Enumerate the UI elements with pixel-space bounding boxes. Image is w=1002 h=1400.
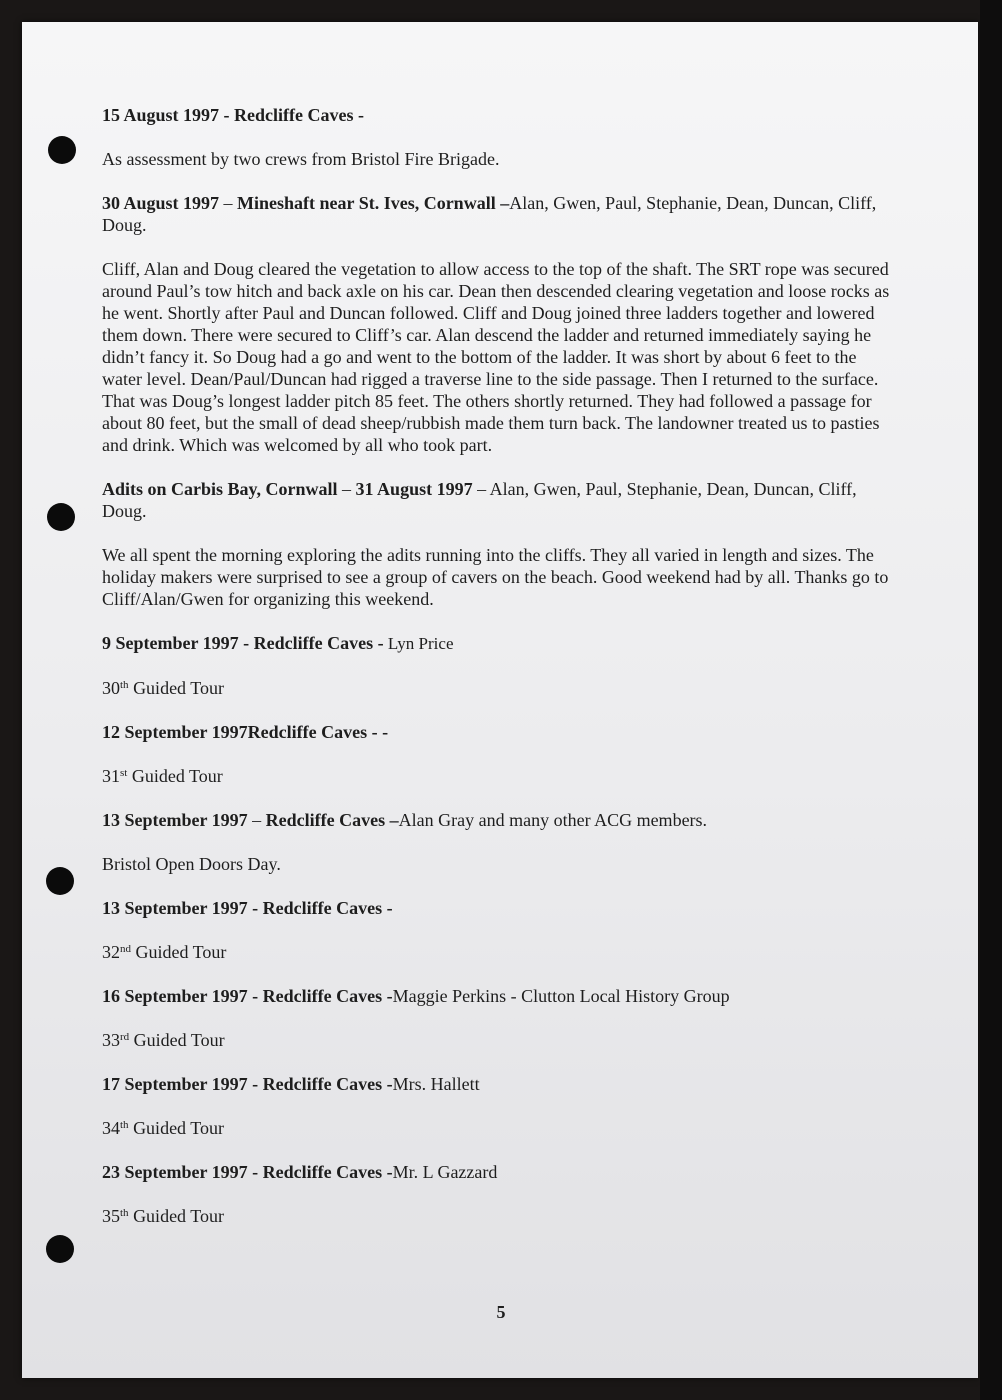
entry-separator: – (337, 479, 356, 499)
entry-heading (102, 192, 892, 236)
tour-number: 30 (102, 678, 120, 698)
tour-label: Guided Tour (128, 1206, 224, 1226)
entry-person: Lyn Price (383, 634, 454, 653)
tour-line (102, 765, 892, 787)
tour-ordinal: th (120, 1207, 129, 1219)
entry-location: Mineshaft near St. Ives, Cornwall – (237, 193, 510, 213)
tour-number: 34 (102, 1118, 120, 1138)
entry-heading: 15 August 1997 - Redcliffe Caves - (102, 105, 364, 125)
entry-body: As assessment by two crews from Bristol Fire Brigade. (102, 149, 500, 169)
tour-ordinal: rd (120, 1031, 130, 1043)
tour-number: 31 (102, 766, 120, 786)
tour-ordinal: nd (120, 943, 131, 955)
entry-title: 16 September 1997 - Redcliffe Caves - (102, 986, 393, 1006)
entry-heading (102, 809, 892, 831)
tour-line (102, 677, 892, 699)
tour-number: 33 (102, 1030, 120, 1050)
tour-ordinal: th (120, 1119, 129, 1131)
tour-label: Guided Tour (131, 942, 227, 962)
binder-edge (980, 0, 1002, 1400)
entry-heading (102, 1161, 892, 1183)
page-number: 5 (496, 1302, 506, 1322)
entry-body: Bristol Open Doors Day. (102, 854, 281, 874)
entry-heading: 12 September 1997Redcliffe Caves - - (102, 722, 389, 742)
entry-body: We all spent the morning exploring the adits running into the cliffs. They all varied in length and sizes. The holiday makers were surprised to see a group of cavers on the beach. Good weekend had by all. Thanks go to Cliff/Alan/Gwen for organizing this weekend. (102, 545, 889, 609)
entry-date: 13 September 1997 (102, 810, 248, 830)
entry-heading: 13 September 1997 - Redcliffe Caves - (102, 898, 393, 918)
entry-person: Mrs. Hallett (392, 1074, 480, 1094)
tour-number: 35 (102, 1206, 120, 1226)
entry-location: Adits on Carbis Bay, Cornwall (102, 479, 338, 499)
entry-separator: – (247, 810, 266, 830)
entry-separator: – (219, 193, 238, 213)
tour-line (102, 1029, 892, 1051)
tour-line (102, 1117, 892, 1139)
tour-ordinal: th (120, 679, 129, 691)
entry-person: Alan Gray and many other ACG members. (398, 810, 708, 830)
entry-date: 31 August 1997 (355, 479, 473, 499)
punch-hole (46, 1235, 74, 1263)
tour-label: Guided Tour (129, 1030, 225, 1050)
tour-number: 32 (102, 942, 120, 962)
entry-date: 30 August 1997 (102, 193, 220, 213)
tour-ordinal: st (120, 767, 128, 779)
entry-heading (102, 478, 892, 522)
entry-title: 23 September 1997 - Redcliffe Caves - (102, 1162, 393, 1182)
entry-body: Cliff, Alan and Doug cleared the vegetation to allow access to the top of the shaft. The SRT rope was secured around Paul’s tow hitch and back axle on his car. Dean then descended clearing vegetation and loose rocks as he went. Shortly after Paul and Duncan followed. Cliff and Doug joined three ladders together and lowered them down. There were secured to Cliff’s car. Alan descend the ladder and returned immediately saying he didn’t fancy it. So Doug had a go and went to the bottom of the ladder. It was short by about 6 feet to the water level. Dean/Paul/Duncan had rigged a traverse line to the side passage. Then I returned to the surface. That was Doug’s longest ladder pitch 85 feet. The others shortly returned. They had followed a passage for about 80 feet, but the small of dead sheep/rubbish made them turn back. The landowner treated us to pasties and drink. Which was welcomed by all who took part. (102, 259, 890, 455)
entry-location: Redcliffe Caves – (265, 810, 399, 830)
entry-heading (102, 632, 892, 655)
tour-label: Guided Tour (127, 766, 223, 786)
document-body (102, 104, 892, 1249)
punch-hole (47, 503, 75, 531)
entry-people: Alan, Gwen, Paul, Stephanie, Dean, Duncan, Cliff, Doug. (102, 193, 877, 235)
entry-people: – Alan, Gwen, Paul, Stephanie, Dean, Duncan, Cliff, Doug. (102, 479, 857, 521)
tour-line (102, 941, 892, 963)
punch-hole (46, 867, 74, 895)
entry-person: Maggie Perkins - Clutton Local History Group (392, 986, 730, 1006)
entry-person: Mr. L Gazzard (392, 1162, 498, 1182)
entry-title: 9 September 1997 - Redcliffe Caves - (102, 633, 384, 653)
entry-title: 17 September 1997 - Redcliffe Caves - (102, 1074, 393, 1094)
entry-heading (102, 985, 892, 1007)
tour-label: Guided Tour (128, 1118, 224, 1138)
entry-heading (102, 1073, 892, 1095)
tour-label: Guided Tour (128, 678, 224, 698)
punch-hole (48, 136, 76, 164)
tour-line (102, 1205, 892, 1227)
